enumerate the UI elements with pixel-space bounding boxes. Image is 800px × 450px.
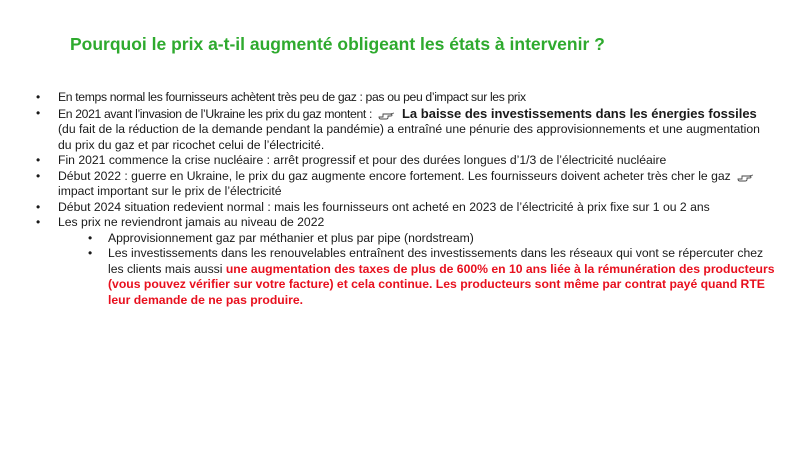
bullet-item: • En 2021 avant l’invasion de l’Ukraine les prix du gaz montent : La baisse des investissements dans les énergies fossiles (du fait de la réduction de la demande pendant la pandémie) a entraîné une pénurie des approvisionnements et une augmentation du prix du gaz et par ricochet celui de l’électricité. <box>36 106 776 154</box>
bullet-list <box>36 90 776 308</box>
sub-bullet-list <box>58 231 776 309</box>
slide-title: Pourquoi le prix a-t-il augmenté obligeant les états à intervenir ? <box>70 34 605 54</box>
highlight-text: une augmentation des taxes de plus de 600% en 10 ans liée à la rémunération des producteurs (vous pouvez vérifier sur votre facture) et cela continue. Les producteurs sont même par contrat payé quand RTE leur demande de ne pas produire. <box>108 261 775 307</box>
bullet-item: • Les prix ne reviendront jamais au niveau de 2022 • Approvisionnement gaz par méthanier et plus par pipe (nordstream) • Les investissements dans les renouvelables entraînent des investissements dans les réseaux qui vont se répercuter chez les clients mais aussi une augmentation des taxes de plus de 600% en 10 ans liée à la rémunération des producteurs (vous pouvez vérifier sur votre facture) et cela continue. Les producteurs sont même par contrat payé quand RTE leur demande de ne pas produire. <box>36 215 776 308</box>
bullet-item: • Fin 2021 commence la crise nucléaire : arrêt progressif et pour des durées longues d’1/3 de l’électricité nucléaire <box>36 153 776 169</box>
pointing-hand-icon <box>737 171 755 182</box>
bullet-item: • En temps normal les fournisseurs achètent très peu de gaz : pas ou peu d’impact sur les prix <box>36 90 776 106</box>
bullet-item: • Début 2022 : guerre en Ukraine, le prix du gaz augmente encore fortement. Les fournisseurs doivent acheter très cher le gazimpact important sur le prix de l’électricité <box>36 169 776 200</box>
sub-bullet-item: • Approvisionnement gaz par méthanier et plus par pipe (nordstream) <box>58 231 776 247</box>
sub-bullet-item: • Les investissements dans les renouvelables entraînent des investissements dans les réseaux qui vont se répercuter chez les clients mais aussi une augmentation des taxes de plus de 600% en 10 ans liée à la rémunération des producteurs (vous pouvez vérifier sur votre facture) et cela continue. Les producteurs sont même par contrat payé quand RTE leur demande de ne pas produire. <box>58 246 776 308</box>
bullet-item: • Début 2024 situation redevient normal : mais les fournisseurs ont acheté en 2023 de l’électricité à prix fixe sur 1 ou 2 ans <box>36 200 776 216</box>
pointing-hand-icon <box>378 109 396 120</box>
